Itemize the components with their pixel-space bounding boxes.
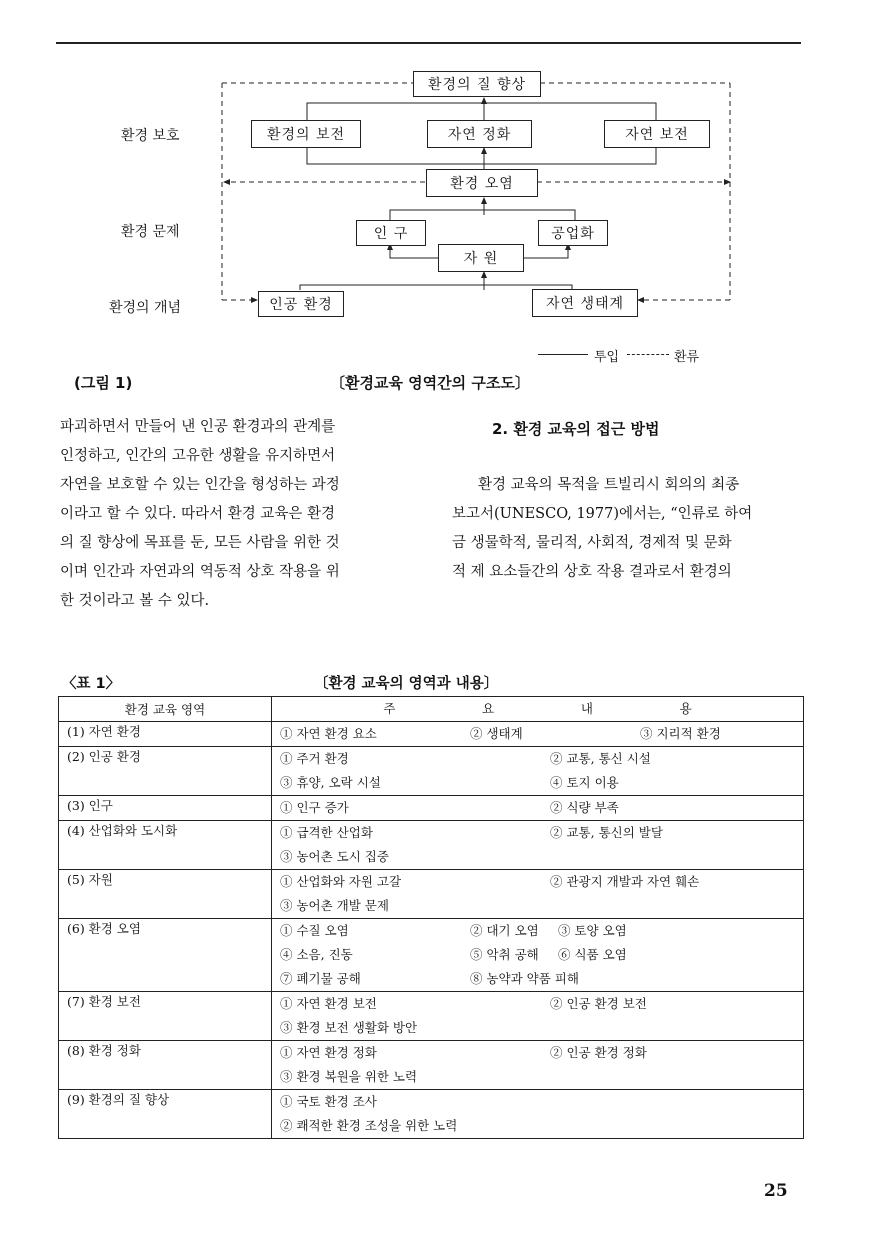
content-item: ① 자연 환경 요소 (280, 726, 377, 741)
paragraph-line: 이며 인간과 자연과의 역동적 상호 작용을 위 (60, 564, 340, 580)
box-industrialization: 공업화 (538, 220, 608, 246)
content-item: ⑦ 폐기물 공해 (280, 971, 361, 986)
content-item: ② 인공 환경 보전 (550, 996, 647, 1011)
box-artificial-environment: 인공 환경 (258, 291, 344, 317)
row-label-protection: 환경 보호 (121, 128, 180, 144)
row-content (272, 992, 804, 1041)
header-area: 환경 교육 영역 (59, 697, 272, 722)
paragraph-line: 자연을 보호할 수 있는 인간을 형성하는 과정 (60, 477, 340, 493)
table-number: 〈표 1〉 (62, 676, 121, 692)
row-content (272, 821, 804, 870)
header-char: 주 (383, 701, 396, 716)
content-item: ① 주거 환경 (280, 751, 349, 766)
row-area: (2) 인공 환경 (59, 747, 272, 796)
box-nature-preservation: 자연 보전 (604, 120, 710, 148)
content-item: ② 교통, 통신 시설 (550, 751, 651, 766)
row-area: (9) 환경의 질 향상 (59, 1090, 272, 1139)
content-item: ② 생태계 (470, 726, 523, 741)
table-row (59, 1090, 804, 1139)
figure-title: 〔환경교육 영역간의 구조도〕 (330, 374, 530, 392)
row-content (272, 747, 804, 796)
row-content (272, 919, 804, 992)
paragraph-line: 의 질 향상에 목표를 둔, 모든 사람을 위한 것 (60, 535, 340, 551)
figure-number: (그림 1) (74, 374, 133, 392)
page-number: 25 (764, 1181, 788, 1201)
content-item: ① 자연 환경 정화 (280, 1045, 377, 1060)
content-item: ② 쾌적한 환경 조성을 위한 노력 (280, 1118, 458, 1133)
content-item: ③ 토양 오염 (558, 923, 627, 938)
content-table (58, 696, 804, 1139)
paragraph-line: 인정하고, 인간의 고유한 생활을 유지하면서 (60, 448, 336, 464)
content-item: ② 관광지 개발과 자연 훼손 (550, 874, 700, 889)
table-row (59, 992, 804, 1041)
paragraph-line: 이라고 할 수 있다. 따라서 환경 교육은 환경 (60, 506, 335, 522)
table-row (59, 796, 804, 821)
table-header-row (59, 697, 804, 722)
content-item: ② 대기 오염 (470, 923, 539, 938)
header-char: 요 (482, 701, 495, 716)
content-item: ③ 농어촌 도시 집중 (280, 849, 389, 864)
content-item: ① 자연 환경 보전 (280, 996, 377, 1011)
table-row (59, 821, 804, 870)
row-area: (1) 자연 환경 (59, 722, 272, 747)
row-area: (6) 환경 오염 (59, 919, 272, 992)
content-item: ① 인구 증가 (280, 800, 349, 815)
content-item: ② 교통, 통신의 발달 (550, 825, 663, 840)
content-item: ① 국토 환경 조사 (280, 1094, 377, 1109)
paragraph-line: 환경 교육의 목적을 트빌리시 회의의 최종 (478, 477, 740, 493)
content-item: ⑥ 식품 오염 (558, 947, 627, 962)
content-item: ③ 농어촌 개발 문제 (280, 898, 389, 913)
box-environment-quality: 환경의 질 향상 (413, 71, 541, 97)
box-natural-ecosystem: 자연 생태계 (532, 289, 638, 317)
table-row (59, 1041, 804, 1090)
header-char: 용 (679, 701, 692, 716)
table-row (59, 747, 804, 796)
content-item: ③ 환경 보전 생활화 방안 (280, 1020, 418, 1035)
right-paragraph (452, 471, 752, 587)
paragraph-line: 적 제 요소들간의 상호 작용 결과로서 환경의 (452, 564, 732, 580)
box-environment-preservation: 환경의 보전 (251, 120, 361, 148)
content-item: ① 급격한 산업화 (280, 825, 373, 840)
table-row (59, 919, 804, 992)
paragraph-line: 금 생물학적, 물리적, 사회적, 경제적 및 문화 (452, 535, 732, 551)
content-item: ② 인공 환경 정화 (550, 1045, 647, 1060)
box-population: 인 구 (356, 220, 426, 246)
box-pollution: 환경 오염 (426, 169, 538, 197)
paragraph-line: 파괴하면서 만들어 낸 인공 환경과의 관계를 (60, 419, 336, 435)
content-item: ④ 토지 이용 (550, 775, 619, 790)
row-area: (8) 환경 정화 (59, 1041, 272, 1090)
row-area: (3) 인구 (59, 796, 272, 821)
table-row (59, 722, 804, 747)
section-heading: 2. 환경 교육의 접근 방법 (492, 420, 660, 438)
legend-dashed-line (627, 354, 669, 355)
content-item: ⑤ 악취 공해 (470, 947, 539, 962)
row-label-concept: 환경의 개념 (109, 300, 182, 316)
legend-input: 투입 (594, 350, 620, 365)
content-item: ③ 휴양, 오락 시설 (280, 775, 381, 790)
header-char: 내 (580, 701, 593, 716)
table-row (59, 870, 804, 919)
content-item: ① 산업화와 자원 고갈 (280, 874, 402, 889)
content-item: ④ 소음, 진동 (280, 947, 353, 962)
paragraph-line: 보고서(UNESCO, 1977)에서는, “인류로 하여 (452, 506, 753, 522)
content-item: ① 수질 오염 (280, 923, 349, 938)
row-content (272, 870, 804, 919)
row-content (272, 1041, 804, 1090)
box-natural-purification: 자연 정화 (427, 120, 532, 148)
content-item: ③ 지리적 환경 (640, 726, 721, 741)
row-content (272, 1090, 804, 1139)
content-item: ② 식량 부족 (550, 800, 619, 815)
left-paragraph (60, 413, 340, 616)
legend-solid-line (538, 354, 588, 355)
paragraph-line: 한 것이라고 볼 수 있다. (60, 593, 210, 609)
header-content (272, 697, 804, 722)
content-item: ⑧ 농약과 약품 피해 (470, 971, 579, 986)
row-content (272, 796, 804, 821)
row-area: (5) 자원 (59, 870, 272, 919)
row-area: (4) 산업화와 도시화 (59, 821, 272, 870)
box-resources: 자 원 (438, 244, 524, 272)
row-content (272, 722, 804, 747)
legend-cycle: 환류 (674, 350, 700, 365)
row-label-problem: 환경 문제 (121, 224, 180, 240)
content-item: ③ 환경 복원을 위한 노력 (280, 1069, 418, 1084)
row-area: (7) 환경 보전 (59, 992, 272, 1041)
table-title: 〔환경 교육의 영역과 내용〕 (314, 676, 499, 692)
